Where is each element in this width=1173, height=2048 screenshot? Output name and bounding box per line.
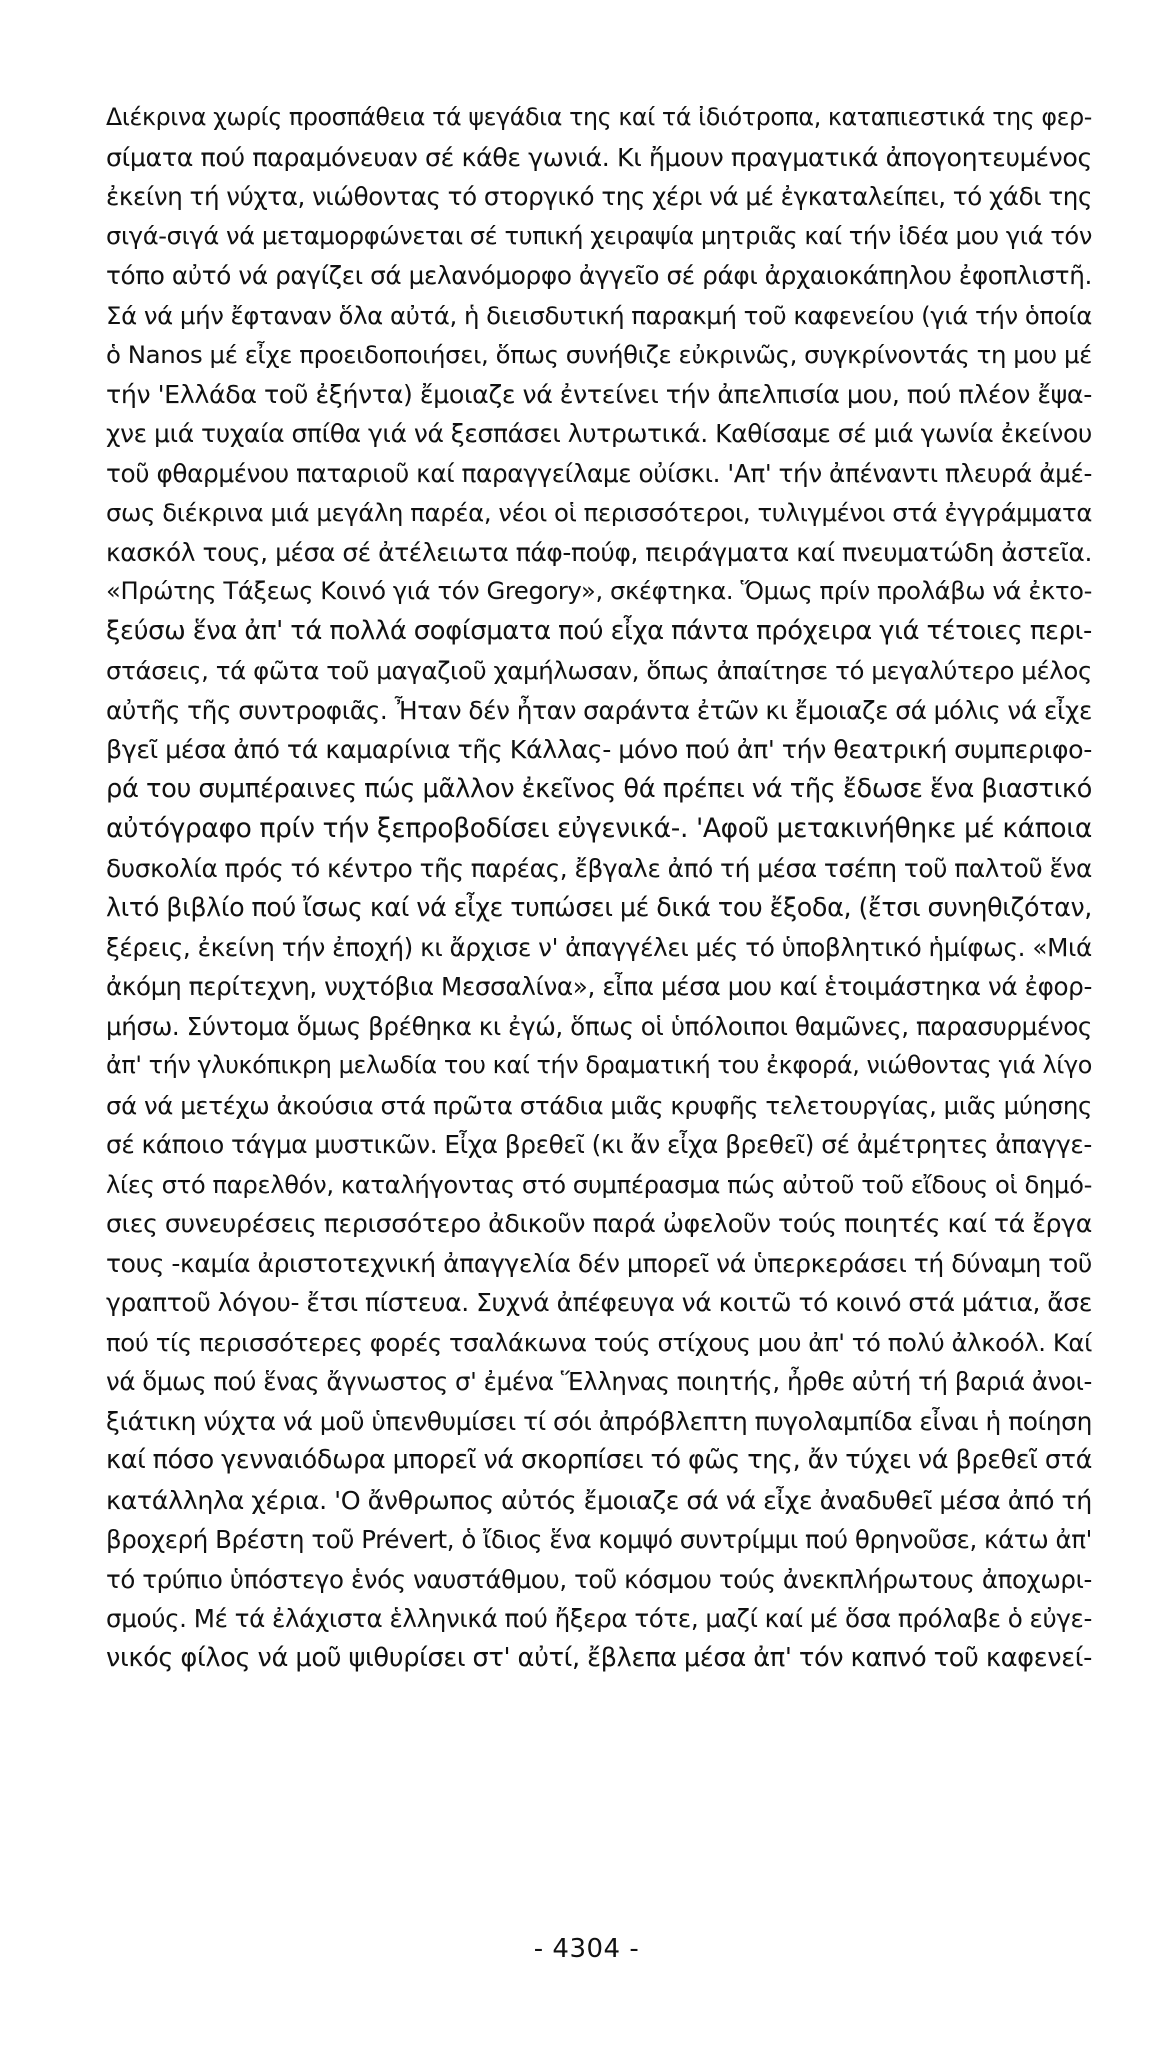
text-line: Διέκρινα χωρίς προσπάθεια τά ψεγάδια της καί τά ἰδιότροπα, καταπιεστικά της φερ- xyxy=(106,103,1092,131)
body-text xyxy=(106,98,1092,1678)
text-line: σως διέκρινα μιά μεγάλη παρέα, νέοι οἱ περισσότεροι, τυλιγμένοι στά ἐγγράμματα xyxy=(106,498,1092,527)
text-line: σίματα πού παραμόνευαν σέ κάθε γωνιά. Κι ἤμουν πραγματικά ἀπογοητευμένος xyxy=(106,142,1092,172)
text-line: νά ὅμως πού ἕνας ἄγνωστος σ' ἐμένα Ἕλληνας ποιητής, ἦρθε αὐτή τή βαριά ἀνοι- xyxy=(106,1367,1092,1396)
text-line: νικός φίλος νά μοῦ ψιθυρίσει στ' αὐτί, ἔβλεπα μέσα ἀπ' τόν καπνό τοῦ καφενεί- xyxy=(106,1642,1092,1673)
text-line: ὁ Nanos μέ εἶχε προειδοποιήσει, ὅπως συνήθιζε εὐκρινῶς, συγκρίνοντάς τη μου μέ xyxy=(106,340,1092,369)
text-line: χνε μιά τυχαία σπίθα γιά νά ξεσπάσει λυτρωτικά. Καθίσαμε σέ μιά γωνία ἐκείνου xyxy=(106,419,1092,448)
text-line: πού τίς περισσότερες φορές τσαλάκωνα τούς στίχους μου ἀπ' τό πολύ ἀλκοόλ. Καί xyxy=(106,1327,1092,1357)
text-line: τό τρύπιο ὑπόστεγο ἑνός ναυστάθμου, τοῦ κόσμου τούς ἀνεκπλήρωτους ἀποχωρι- xyxy=(106,1564,1092,1594)
text-line: σιες συνευρέσεις περισσότερο ἀδικοῦν παρά ὠφελοῦν τούς ποιητές καί τά ἔργα xyxy=(106,1209,1092,1238)
text-line: σιγά-σιγά νά μεταμορφώνεται σέ τυπική χειραψία μητριᾶς καί τήν ἰδέα μου γιά τόν xyxy=(106,221,1092,250)
text-line: τήν 'Ελλάδα τοῦ ἐξήντα) ἔμοιαζε νά ἐντείνει τήν ἀπελπισία μου, πού πλέον ἔψα- xyxy=(106,379,1092,409)
text-line: τοῦ φθαρμένου παταριοῦ καί παραγγείλαμε οὐίσκι. 'Απ' τήν ἀπέναντι πλευρά ἀμέ- xyxy=(106,458,1092,488)
text-line: σά νά μετέχω ἀκούσια στά πρῶτα στάδια μιᾶς κρυφῆς τελετουργίας, μιᾶς μύησης xyxy=(106,1090,1092,1120)
text-line: ξιάτικη νύχτα νά μοῦ ὑπενθυμίσει τί σόι ἀπρόβλεπτη πυγολαμπίδα εἶναι ἡ ποίηση xyxy=(106,1406,1092,1436)
text-line: ρά του συμπέραινες πώς μᾶλλον ἐκεῖνος θά πρέπει νά τῆς ἔδωσε ἕνα βιαστικό xyxy=(106,773,1092,804)
text-line: ἀκόμη περίτεχνη, νυχτόβια Μεσσαλίνα», εἶπα μέσα μου καί ἑτοιμάστηκα νά ἐφορ- xyxy=(106,972,1092,1001)
text-line: καί πόσο γενναιόδωρα μπορεῖ νά σκορπίσει τό φῶς της, ἄν τύχει νά βρεθεῖ στά xyxy=(106,1445,1092,1475)
text-line: βγεῖ μέσα ἀπό τά καμαρίνια τῆς Κάλλας- μόνο πού ἀπ' τήν θεατρική συμπεριφο- xyxy=(106,735,1092,764)
text-line: ἐκείνη τή νύχτα, νιώθοντας τό στοργικό της χέρι νά μέ ἐγκαταλείπει, τό χάδι της xyxy=(106,182,1092,211)
text-line: λιτό βιβλίο πού ἴσως καί νά εἶχε τυπώσει μέ δικά του ἔξοδα, (ἔτσι συνηθιζόταν, xyxy=(106,892,1092,922)
text-line: βροχερή Βρέστη τοῦ Prévert, ὁ ἴδιος ἕνα κομψό συντρίμμι πού θρηνοῦσε, κάτω ἀπ' xyxy=(106,1525,1092,1554)
text-line: ξέρεις, ἐκείνη τήν ἐποχή) κι ἄρχισε ν' ἀπαγγέλει μές τό ὑποβλητικό ἡμίφως. «Μιά xyxy=(106,932,1092,962)
text-line: αὐτόγραφο πρίν τήν ξεπροβοδίσει εὐγενικά-. 'Αφοῦ μετακινήθηκε μέ κάποια xyxy=(106,813,1092,844)
text-line: δυσκολία πρός τό κέντρο τῆς παρέας, ἔβγαλε ἀπό τή μέσα τσέπη τοῦ παλτοῦ ἕνα xyxy=(106,853,1092,883)
text-line: «Πρώτης Τάξεως Κοινό γιά τόν Gregory», σκέφτηκα. Ὅμως πρίν προλάβω νά ἐκτο- xyxy=(106,577,1092,605)
text-line: ξεύσω ἕνα ἀπ' τά πολλά σοφίσματα πού εἶχα πάντα πρόχειρα γιά τέτοιες περι- xyxy=(106,615,1092,646)
text-line: στάσεις, τά φῶτα τοῦ μαγαζιοῦ χαμήλωσαν, ὅπως ἀπαίτησε τό μεγαλύτερο μέλος xyxy=(106,656,1092,685)
text-line: Σά νά μήν ἔφταναν ὅλα αὐτά, ἡ διεισδυτική παρακμή τοῦ καφενείου (γιά τήν ὁποία xyxy=(106,300,1092,330)
text-line: τόπο αὐτό νά ραγίζει σά μελανόμορφο ἀγγεῖο σέ ράφι ἀρχαιοκάπηλου ἐφοπλιστῆ. xyxy=(106,261,1092,290)
text-line: σέ κάποιο τάγμα μυστικῶν. Εἶχα βρεθεῖ (κι ἄν εἶχα βρεθεῖ) σέ ἀμέτρητες ἀπαγγε- xyxy=(106,1130,1092,1159)
text-line: σμούς. Μέ τά ἐλάχιστα ἑλληνικά πού ἤξερα τότε, μαζί καί μέ ὅσα πρόλαβε ὁ εὐγε- xyxy=(106,1604,1092,1633)
text-line: λίες στό παρελθόν, καταλήγοντας στό συμπέρασμα πώς αὐτοῦ τοῦ εἴδους οἱ δημό- xyxy=(106,1169,1092,1199)
page-number: - 4304 - xyxy=(533,1934,640,1964)
text-line: κατάλληλα χέρια. 'Ο ἄνθρωπος αὐτός ἔμοιαζε σά νά εἶχε ἀναδυθεῖ μέσα ἀπό τή xyxy=(106,1485,1092,1515)
text-line: κασκόλ τους, μέσα σέ ἀτέλειωτα πάφ-πούφ, πειράγματα καί πνευματώδη ἀστεῖα. xyxy=(106,537,1092,567)
text-line: αὐτῆς τῆς συντροφιᾶς. Ἦταν δέν ἦταν σαράντα ἐτῶν κι ἔμοιαζε σά μόλις νά εἶχε xyxy=(106,695,1092,725)
text-line: τους -καμία ἀριστοτεχνική ἀπαγγελία δέν μπορεῖ νά ὑπερκεράσει τή δύναμη τοῦ xyxy=(106,1248,1092,1278)
text-line: γραπτοῦ λόγου- ἔτσι πίστευα. Συχνά ἀπέφευγα νά κοιτῶ τό κοινό στά μάτια, ἄσε xyxy=(106,1288,1092,1317)
text-line: μήσω. Σύντομα ὅμως βρέθηκα κι ἐγώ, ὅπως οἱ ὑπόλοιποι θαμῶνες, παρασυρμένος xyxy=(106,1011,1092,1041)
text-line: ἀπ' τήν γλυκόπικρη μελωδία του καί τήν δραματική του ἐκφορά, νιώθοντας γιά λίγο xyxy=(106,1051,1092,1079)
